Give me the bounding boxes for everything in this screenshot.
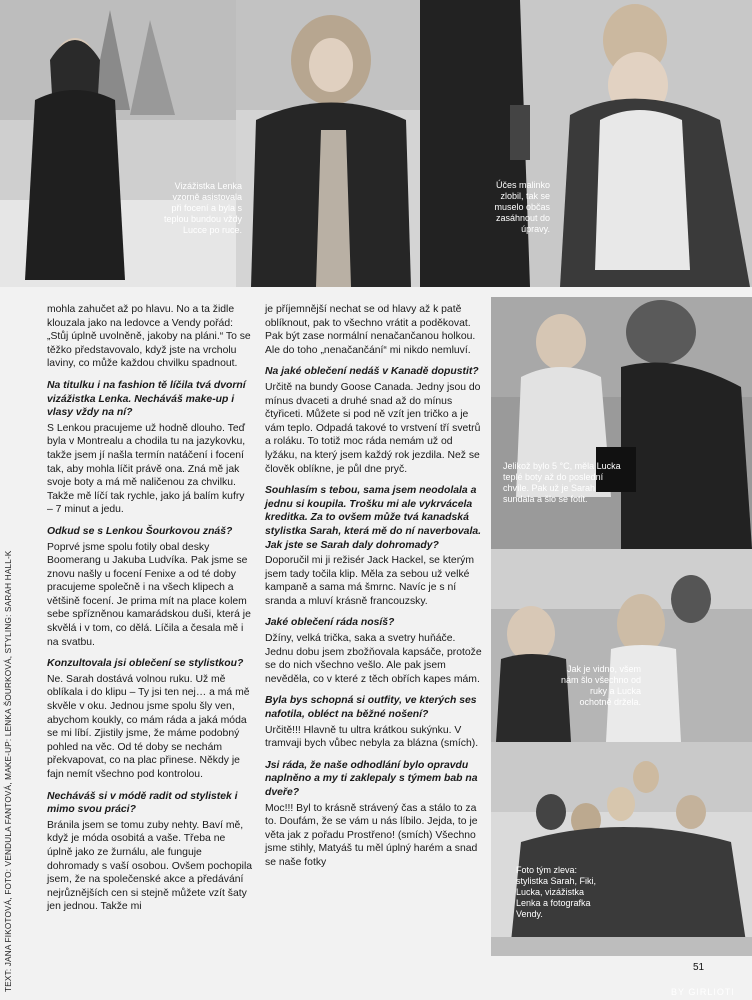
- caption-team: Foto tým zleva: stylistka Sarah, Fiki, Lucka, vizážistka Lenka a fotografka Vendy.: [516, 865, 597, 919]
- caption-boots: Jelikož bylo 5 °C, měla Lucka teplé boty až do poslední chvíle. Pak už je Sarah sundala a šlo se fotit.: [503, 461, 621, 504]
- photo-lucka-hood: [236, 0, 420, 287]
- paragraph: S Lenkou pracujeme už hodně dlouho. Teď byla v Montrealu a chodila tu na jazykovku, takže jsem jí našla termín natáčení i focení tak, aby mohla líčit právě ona. Zná mě jak svoje boty a má mě naličenou za chvilku. Takže mě líčí tak rychle, jako já balím kufry – 7 minut a jedu.: [47, 422, 246, 516]
- caption-lenka: Vizážistka Lenka vzorně asistovala při focení a byla s teplou bundou vždy Lucce po ruce.: [163, 181, 242, 235]
- photo-team: [491, 742, 752, 956]
- watermark: BY GIRLIOTI: [671, 987, 735, 997]
- article-column-1: [47, 303, 253, 916]
- photo-team-hair: [491, 549, 752, 742]
- question: Konzultovala jsi oblečení se stylistkou?: [47, 658, 244, 670]
- photo-hair-spray: [420, 0, 752, 287]
- photo-boots: [491, 297, 752, 549]
- question: Jaké oblečení ráda nosíš?: [265, 617, 395, 629]
- paragraph: je příjemnější nechat se od hlavy až k patě oblíknout, pak to všechno vrátit a poděkovat. Pak být zase normální nenačančanou holkou. Ale do toho „nenačančání“ mi nikdo nemluví.: [265, 304, 476, 356]
- paragraph: Moc!!! Byl to krásně strávený čas a stálo to za to. Doufám, že se vám u nás líbilo. Jejda, to je věta jak z pořadu Prostřeno! (smích) Všechno jsme stihly, Matyáš tu měl úplný harém a snad se naše fotky: [265, 802, 478, 868]
- caption-help: Jak je vidno, všem nám šlo všechno od ruky a Lucka ochotně držela.: [560, 664, 641, 707]
- paragraph: Poprvé jsme spolu fotily obal desky Boomerang u Jakuba Ludvíka. Pak jsme se znovu našly u focení Fenixe a od té doby pracujeme společně i na všech klipech a většině focení. Je prima mít na place kolem sebe spřízněnou kamarádskou duši, která je skvělá i v tom, co dělá. Líčila a česala mě i na svatbu.: [47, 541, 251, 648]
- paragraph: Ne. Sarah dostává volnou ruku. Už mě oblíkala i do klipu – Ty jsi ten nej… a má mě skvěle v oku. Jednou jsme spolu šly ven, abychom koukly, co mám ráda a jaká móda se mi líbí. Zjistily jsme, že máme podobný pohled na věc. Od té doby se nechám překvapovat, co na plac přinese. Někdy je fajn nemít všechno pod kontrolou.: [47, 673, 250, 780]
- page-number: 51: [693, 962, 705, 973]
- paragraph: Džíny, velká trička, saka a svetry huňáče. Jednu dobu jsem zbožňovala kapsáče, protože se do nich všechno vešlo. Ale pak jsem nevěděla, co v které z těch obřích kapes mám.: [265, 633, 482, 685]
- question: Odkud se s Lenkou Šourkovou znáš?: [47, 525, 233, 537]
- paragraph: Bránila jsem se tomu zuby nehty. Baví mě, když je móda osobitá a vaše. Třeba ne úplně jako ze žurnálu, ale funguje dohromady s vaší osobou. Ovšem pochopila jsem, že na společenské akce a předávání nejrůznějších cen si stejně můžete vzít šaty jen jednou. Takže mi: [47, 819, 253, 913]
- credits-line: TEXT: JANA FIKOTOVÁ, FOTO: VENDULA FANTOVÁ, MAKE-UP: LENKA ŠOURKOVÁ, STYLING: SARAH HALL-K: [4, 550, 13, 992]
- question: Byla bys schopná si outfity, ve kterých ses nafotila, obléct na běžné nošení?: [265, 695, 477, 721]
- question: Necháváš si v módě radit od stylistek i mimo svou práci?: [47, 790, 238, 816]
- paragraph: Určitě na bundy Goose Canada. Jedny jsou do mínus dvaceti a druhé snad až do mínus čtyřiceti. Můžete si pod ně vzít jen tričko a je vám teplo. Odpadá takové to vrstvení tří svetrů a roláku. To totiž moc ráda nemám už od lyžáku, na který jsem každý rok jezdila. Než se člověk oblíkne, je půl dne pryč.: [265, 381, 481, 475]
- question: Jsi ráda, že naše odhodlání bylo opravdu naplněno a my ti zaklepaly s týmem bab na dveře?: [265, 759, 478, 798]
- caption-hair: Účes malinko zlobil, tak se muselo občas zasáhnout do úpravy.: [494, 180, 550, 234]
- paragraph: Určitě!!! Hlavně tu ultra krátkou sukýnku. V tramvaji bych vůbec nebyla za blázna (smích).: [265, 724, 479, 750]
- paragraph: Doporučil mi ji režisér Jack Hackel, se kterým jsem tady točila klip. Měla za sebou už velké kampaně a sama má šmrnc. Navíc je s ní sranda a mluví krásně francouzsky.: [265, 555, 475, 607]
- question: Na jaké oblečení nedáš v Kanadě dopustit?: [265, 366, 479, 378]
- photo-lenka-snow: [0, 0, 236, 287]
- question: Souhlasím s tebou, sama jsem neodolala a jednu si koupila. Trošku mi ale vykrvácela kreditka. Za to ovšem může tvá kanadská stylistka Sarah, která mě do ní naverbovala. Jak jste se Sarah daly dohromady?: [265, 485, 481, 551]
- question: Na titulku i na fashion tě líčila tvá dvorní vizážistka Lenka. Necháváš make-up i vlasy vždy na ní?: [47, 379, 246, 419]
- paragraph: mohla zahučet až po hlavu. No a ta židle klouzala jako na ledovce a Vendy pořád: „Stůj úplně uvolněně, jakoby na pláni.“ To se těžko představovalo, když jste na vrcholu laviny, co může každou chvilku spadnout.: [47, 304, 251, 370]
- article-column-2: [265, 303, 485, 872]
